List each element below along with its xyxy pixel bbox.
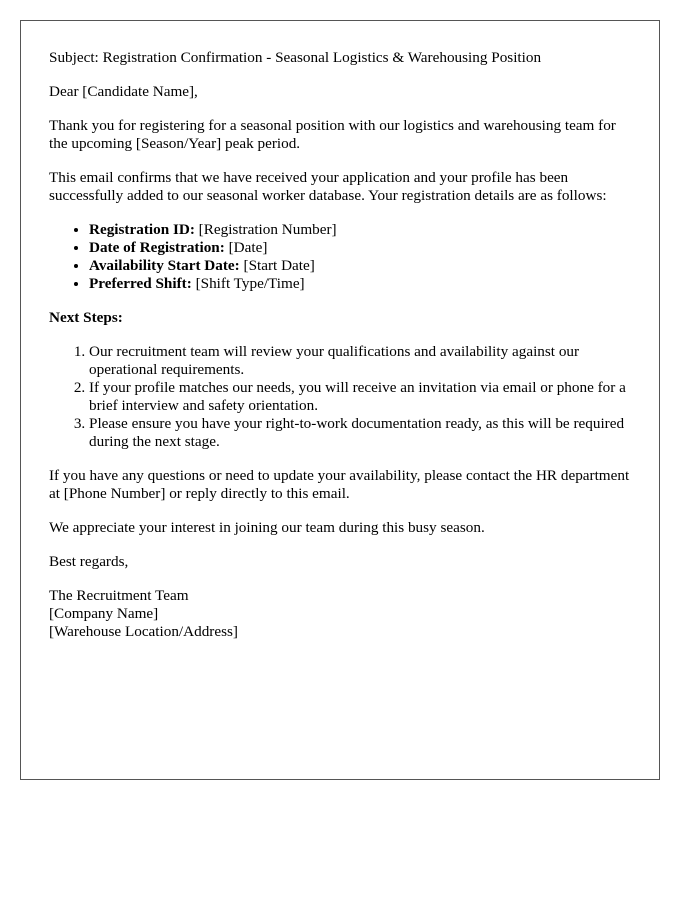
detail-label: Preferred Shift: (89, 275, 192, 292)
detail-label: Availability Start Date: (89, 257, 240, 274)
detail-availability-start (89, 257, 631, 275)
email-closing: Best regards, (49, 553, 129, 570)
detail-label: Date of Registration: (89, 239, 225, 256)
email-subject: Subject: Registration Confirmation - Seasonal Logistics & Warehousing Position (49, 49, 542, 66)
detail-value: [Registration Number] (194, 221, 337, 238)
detail-value: [Start Date] (239, 257, 315, 274)
signature-company: [Company Name] (49, 605, 159, 622)
next-step-item: 1. Our recruitment team will review your qualifications and availability against our operational requirements. (89, 343, 631, 379)
email-intro: Thank you for registering for a seasonal position with our logistics and warehousing team for the upcoming [Season/Year] peak period. (49, 117, 616, 152)
email-appreciation: We appreciate your interest in joining our team during this busy season. (49, 519, 485, 536)
detail-label: Registration ID: (89, 221, 195, 238)
signature-location: [Warehouse Location/Address] (49, 623, 238, 640)
email-confirmation: This email confirms that we have received your application and your profile has been successfully added to our seasonal worker database. Your registration details are as follows: (49, 169, 607, 204)
detail-preferred-shift (89, 275, 631, 293)
detail-value: [Date] (224, 239, 268, 256)
email-signature (49, 587, 631, 641)
signature-team: The Recruitment Team (49, 587, 189, 604)
next-step-item: 3. Please ensure you have your right-to-work documentation ready, as this will be required during the next stage. (89, 415, 631, 451)
email-letter (20, 20, 660, 780)
registration-details-list (49, 221, 631, 293)
next-step-item: 2. If your profile matches our needs, you will receive an invitation via email or phone for a brief interview and safety orientation. (89, 379, 631, 415)
email-greeting: Dear [Candidate Name], (49, 83, 198, 100)
email-contact: If you have any questions or need to update your availability, please contact the HR department at [Phone Number] or reply directly to this email. (49, 467, 630, 502)
next-steps-heading: Next Steps: (49, 309, 123, 326)
detail-registration-date (89, 239, 631, 257)
detail-registration-id (89, 221, 631, 239)
detail-value: [Shift Type/Time] (191, 275, 305, 292)
next-steps-list (49, 343, 631, 451)
